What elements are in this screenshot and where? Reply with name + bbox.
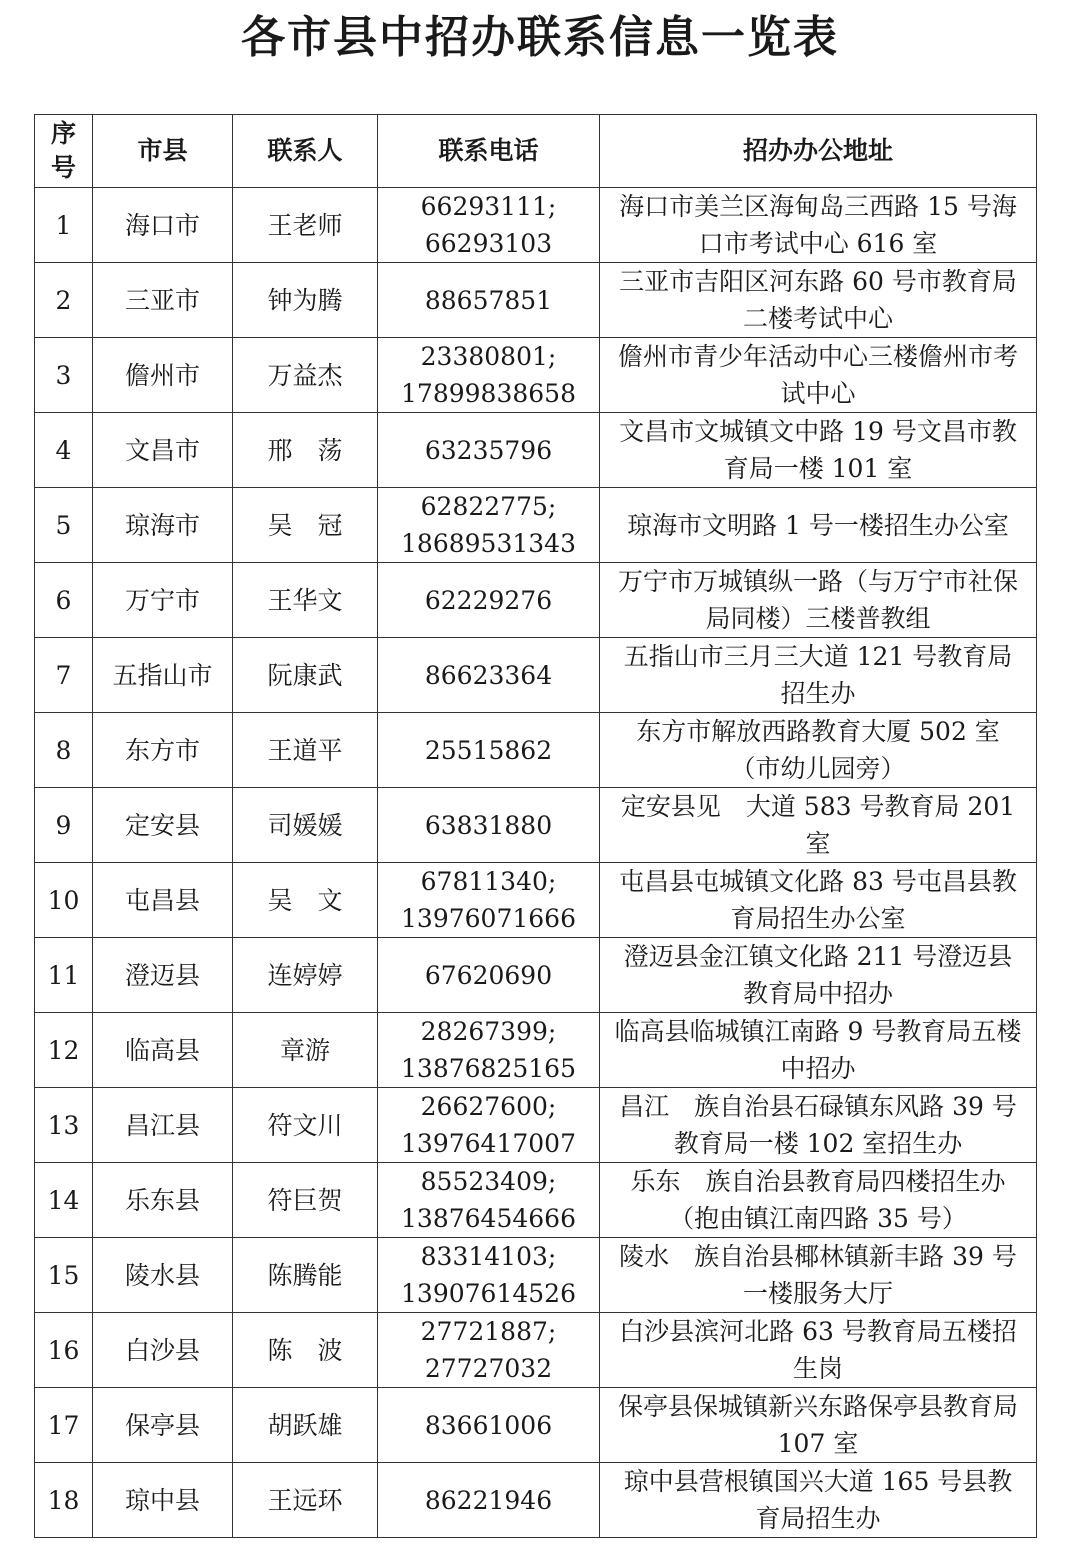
cell-contact-person: 阮康武 bbox=[233, 638, 378, 713]
cell-office-address bbox=[600, 1013, 1037, 1088]
cell-contact-person: 王道平 bbox=[233, 713, 378, 788]
office-address-text: 保亭县保城镇新兴东路保亭县教育局 107 室 bbox=[617, 1392, 1018, 1458]
cell-phone bbox=[378, 1238, 600, 1313]
cell-city: 陵水县 bbox=[93, 1238, 233, 1313]
phone-number: 27721887; bbox=[420, 1317, 557, 1346]
cell-city: 澄迈县 bbox=[93, 938, 233, 1013]
header-contact-person: 联系人 bbox=[233, 115, 378, 188]
table-row bbox=[35, 188, 1037, 263]
cell-city: 昌江县 bbox=[93, 1088, 233, 1163]
office-address-text: 三亚市吉阳区河东路 60 号市教育局二楼考试中心 bbox=[619, 267, 1017, 333]
table-body bbox=[35, 188, 1037, 1538]
cell-phone bbox=[378, 863, 600, 938]
cell-phone bbox=[378, 713, 600, 788]
cell-serial-number: 4 bbox=[35, 413, 93, 488]
table-row bbox=[35, 338, 1037, 413]
office-address-text: 陵水 族自治县椰林镇新丰路 39 号一楼服务大厅 bbox=[619, 1242, 1017, 1308]
table-row bbox=[35, 1088, 1037, 1163]
table-row bbox=[35, 1013, 1037, 1088]
phone-number: 13907614526 bbox=[401, 1279, 576, 1308]
cell-office-address bbox=[600, 1238, 1037, 1313]
phone-number: 88657851 bbox=[424, 285, 553, 315]
cell-contact-person: 钟为腾 bbox=[233, 263, 378, 338]
office-address-text: 乐东 族自治县教育局四楼招生办（抱由镇江南四路 35 号） bbox=[630, 1167, 1006, 1233]
contact-table bbox=[34, 114, 1037, 1538]
table-row bbox=[35, 1463, 1037, 1538]
cell-office-address bbox=[600, 938, 1037, 1013]
office-address-text: 东方市解放西路教育大厦 502 室（市幼儿园旁） bbox=[636, 717, 1000, 783]
cell-phone bbox=[378, 1163, 600, 1238]
cell-office-address bbox=[600, 638, 1037, 713]
table-row bbox=[35, 1163, 1037, 1238]
table-row bbox=[35, 1388, 1037, 1463]
cell-city: 万宁市 bbox=[93, 563, 233, 638]
cell-contact-person: 连婷婷 bbox=[233, 938, 378, 1013]
phone-number: 62822775; bbox=[420, 492, 557, 521]
cell-office-address bbox=[600, 413, 1037, 488]
header-serial-number bbox=[35, 115, 93, 188]
cell-office-address bbox=[600, 338, 1037, 413]
cell-phone bbox=[378, 413, 600, 488]
cell-city: 儋州市 bbox=[93, 338, 233, 413]
page-title: 各市县中招办联系信息一览表 bbox=[241, 12, 839, 63]
cell-contact-person: 陈腾能 bbox=[233, 1238, 378, 1313]
phone-number: 23380801; bbox=[420, 342, 557, 371]
cell-city: 五指山市 bbox=[93, 638, 233, 713]
phone-number: 18689531343 bbox=[401, 529, 576, 558]
table-row bbox=[35, 638, 1037, 713]
cell-serial-number: 6 bbox=[35, 563, 93, 638]
cell-office-address bbox=[600, 1313, 1037, 1388]
table-row bbox=[35, 788, 1037, 863]
phone-number: 86221946 bbox=[424, 1485, 553, 1515]
office-address-text: 屯昌县屯城镇文化路 83 号屯昌县教育局招生办公室 bbox=[619, 867, 1017, 933]
cell-city: 屯昌县 bbox=[93, 863, 233, 938]
cell-office-address bbox=[600, 788, 1037, 863]
office-address-text: 五指山市三月三大道 121 号教育局招生办 bbox=[623, 642, 1013, 708]
table-row bbox=[35, 1238, 1037, 1313]
table-row bbox=[35, 488, 1037, 563]
cell-contact-person: 邢 荡 bbox=[233, 413, 378, 488]
cell-office-address bbox=[600, 188, 1037, 263]
cell-city: 文昌市 bbox=[93, 413, 233, 488]
office-address-text: 万宁市万城镇纵一路（与万宁市社保局同楼）三楼普教组 bbox=[617, 567, 1018, 633]
cell-contact-person: 王老师 bbox=[233, 188, 378, 263]
cell-contact-person: 符文川 bbox=[233, 1088, 378, 1163]
phone-number: 83314103; bbox=[420, 1242, 557, 1271]
cell-phone bbox=[378, 563, 600, 638]
cell-serial-number: 15 bbox=[35, 1238, 93, 1313]
phone-number: 28267399; bbox=[420, 1017, 557, 1046]
phone-number: 66293111; bbox=[420, 192, 557, 221]
header-address: 招办办公地址 bbox=[600, 115, 1037, 188]
cell-contact-person: 章游 bbox=[233, 1013, 378, 1088]
cell-phone bbox=[378, 338, 600, 413]
office-address-text: 白沙县滨河北路 63 号教育局五楼招生岗 bbox=[619, 1317, 1017, 1383]
cell-phone bbox=[378, 788, 600, 863]
cell-city: 定安县 bbox=[93, 788, 233, 863]
cell-office-address bbox=[600, 1388, 1037, 1463]
table-header-row bbox=[35, 115, 1037, 188]
cell-contact-person: 司媛媛 bbox=[233, 788, 378, 863]
cell-serial-number: 12 bbox=[35, 1013, 93, 1088]
office-address-text: 儋州市青少年活动中心三楼儋州市考试中心 bbox=[617, 342, 1018, 408]
cell-office-address bbox=[600, 1088, 1037, 1163]
cell-phone bbox=[378, 1313, 600, 1388]
phone-number: 13876825165 bbox=[401, 1054, 576, 1083]
office-address-text: 海口市美兰区海甸岛三西路 15 号海口市考试中心 616 室 bbox=[619, 192, 1017, 258]
office-address-text: 定安县见 大道 583 号教育局 201 室 bbox=[620, 792, 1016, 858]
header-serial-number-label: 序号 bbox=[50, 119, 76, 182]
phone-number: 66293103 bbox=[424, 229, 553, 258]
cell-serial-number: 1 bbox=[35, 188, 93, 263]
cell-contact-person: 胡跃雄 bbox=[233, 1388, 378, 1463]
cell-serial-number: 8 bbox=[35, 713, 93, 788]
header-city: 市县 bbox=[93, 115, 233, 188]
cell-serial-number: 9 bbox=[35, 788, 93, 863]
cell-city: 东方市 bbox=[93, 713, 233, 788]
cell-city: 三亚市 bbox=[93, 263, 233, 338]
cell-office-address bbox=[600, 1163, 1037, 1238]
table-row bbox=[35, 863, 1037, 938]
cell-city: 琼海市 bbox=[93, 488, 233, 563]
cell-city: 白沙县 bbox=[93, 1313, 233, 1388]
table-row bbox=[35, 413, 1037, 488]
table-row bbox=[35, 263, 1037, 338]
phone-number: 26627600; bbox=[420, 1092, 557, 1121]
cell-office-address bbox=[600, 488, 1037, 563]
cell-serial-number: 18 bbox=[35, 1463, 93, 1538]
cell-phone bbox=[378, 638, 600, 713]
office-address-text: 琼海市文明路 1 号一楼招生办公室 bbox=[627, 510, 1009, 540]
cell-contact-person: 符巨贺 bbox=[233, 1163, 378, 1238]
cell-serial-number: 10 bbox=[35, 863, 93, 938]
phone-number: 13976417007 bbox=[401, 1129, 576, 1158]
cell-phone bbox=[378, 263, 600, 338]
cell-serial-number: 13 bbox=[35, 1088, 93, 1163]
cell-office-address bbox=[600, 263, 1037, 338]
cell-contact-person: 吴 冠 bbox=[233, 488, 378, 563]
phone-number: 63235796 bbox=[424, 435, 553, 465]
cell-contact-person: 陈 波 bbox=[233, 1313, 378, 1388]
office-address-text: 澄迈县金江镇文化路 211 号澄迈县教育局中招办 bbox=[623, 942, 1013, 1008]
cell-city: 琼中县 bbox=[93, 1463, 233, 1538]
office-address-text: 临高县临城镇江南路 9 号教育局五楼中招办 bbox=[614, 1017, 1022, 1083]
cell-phone bbox=[378, 188, 600, 263]
cell-contact-person: 王远环 bbox=[233, 1463, 378, 1538]
cell-serial-number: 11 bbox=[35, 938, 93, 1013]
cell-city: 乐东县 bbox=[93, 1163, 233, 1238]
phone-number: 67620690 bbox=[424, 960, 553, 990]
office-address-text: 昌江 族自治县石碌镇东风路 39 号教育局一楼 102 室招生办 bbox=[619, 1092, 1017, 1158]
phone-number: 27727032 bbox=[424, 1354, 553, 1383]
phone-number: 63831880 bbox=[424, 810, 553, 840]
phone-number: 17899838658 bbox=[401, 379, 576, 408]
cell-phone bbox=[378, 1463, 600, 1538]
cell-office-address bbox=[600, 563, 1037, 638]
phone-number: 25515862 bbox=[424, 735, 553, 765]
cell-serial-number: 16 bbox=[35, 1313, 93, 1388]
table-row bbox=[35, 1313, 1037, 1388]
cell-phone bbox=[378, 938, 600, 1013]
cell-serial-number: 7 bbox=[35, 638, 93, 713]
phone-number: 13976071666 bbox=[401, 904, 576, 933]
cell-city: 临高县 bbox=[93, 1013, 233, 1088]
cell-serial-number: 3 bbox=[35, 338, 93, 413]
cell-office-address bbox=[600, 713, 1037, 788]
phone-number: 83661006 bbox=[424, 1410, 553, 1440]
cell-serial-number: 14 bbox=[35, 1163, 93, 1238]
header-phone: 联系电话 bbox=[378, 115, 600, 188]
office-address-text: 文昌市文城镇文中路 19 号文昌市教育局一楼 101 室 bbox=[619, 417, 1017, 483]
cell-office-address bbox=[600, 863, 1037, 938]
cell-serial-number: 17 bbox=[35, 1388, 93, 1463]
phone-number: 85523409; bbox=[420, 1167, 557, 1196]
cell-city: 保亭县 bbox=[93, 1388, 233, 1463]
cell-phone bbox=[378, 1388, 600, 1463]
table-row bbox=[35, 938, 1037, 1013]
table-row bbox=[35, 713, 1037, 788]
cell-phone bbox=[378, 1013, 600, 1088]
cell-contact-person: 万益杰 bbox=[233, 338, 378, 413]
phone-number: 86623364 bbox=[424, 660, 553, 690]
cell-serial-number: 2 bbox=[35, 263, 93, 338]
phone-number: 62229276 bbox=[424, 585, 553, 615]
cell-contact-person: 王华文 bbox=[233, 563, 378, 638]
phone-number: 13876454666 bbox=[401, 1204, 576, 1233]
office-address-text: 琼中县营根镇国兴大道 165 号县教育局招生办 bbox=[623, 1467, 1013, 1533]
cell-phone bbox=[378, 1088, 600, 1163]
cell-phone bbox=[378, 488, 600, 563]
phone-number: 67811340; bbox=[420, 867, 557, 896]
cell-contact-person: 吴 文 bbox=[233, 863, 378, 938]
table-row bbox=[35, 563, 1037, 638]
cell-serial-number: 5 bbox=[35, 488, 93, 563]
cell-city: 海口市 bbox=[93, 188, 233, 263]
cell-office-address bbox=[600, 1463, 1037, 1538]
